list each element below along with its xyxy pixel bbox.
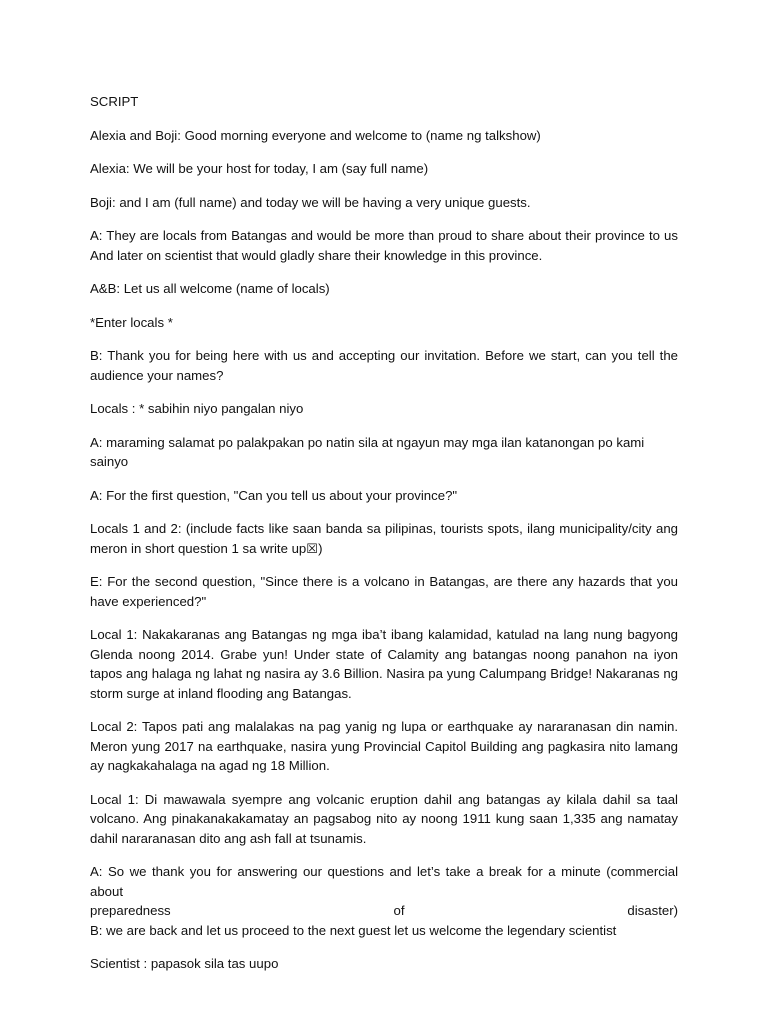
justified-continuation-line xyxy=(90,901,678,921)
script-line: *Enter locals * xyxy=(90,314,173,330)
script-line: Local 2: Tapos pati ang malalakas na pag yanig ng lupa or earthquake ay nararanasan din namin. Meron yung 2017 na earthquake, nasira yung Provincial Capitol Building ang pagkasira nito lamang ay nagkakahalaga na agad ng 18 Million. xyxy=(90,719,678,773)
script-line: Scientist : papasok sila tas uupo xyxy=(90,956,279,971)
script-line: Local 1: Nakakaranas ang Batangas ng mga iba’t ibang kalamidad, katulad na lang nung bagyong Glenda noong 2014. Grabe yun! Under state of Calamity ang batangas noong panahon na iyon tapos ang halaga ng lahat ng nasira ay 3.6 Billion. Nasira pa yung Calumpang Bridge! Nakaranas ng storm surge at inland flooding ang Batangas. xyxy=(90,627,678,701)
document-title: SCRIPT xyxy=(90,94,139,109)
continuation-word: preparedness xyxy=(90,903,171,918)
script-line: A&B: Let us all welcome (name of locals) xyxy=(90,281,330,296)
script-line: Boji: and I am (full name) and today we will be having a very unique guests. xyxy=(90,194,531,210)
script-line: B: Thank you for being here with us and accepting our invitation. Before we start, can you tell the audience your names? xyxy=(90,348,678,383)
script-line: A: So we thank you for answering our questions and let’s take a break for a minute (commercial about xyxy=(90,864,678,899)
script-line: Locals 1 and 2: (include facts like saan banda sa pilipinas, tourists spots, ilang municipality/city ang meron in short question 1 sa write up☒) xyxy=(90,521,678,556)
script-line: A: maraming salamat po palakpakan po natin sila at ngayun may mga ilan katanongan po kami sainyo xyxy=(90,434,645,469)
script-line: Locals : * sabihin niyo pangalan niyo xyxy=(90,401,304,416)
continuation-word: of xyxy=(393,903,405,918)
script-line: E: For the second question, "Since there is a volcano in Batangas, are there any hazards that you have experienced?" xyxy=(90,574,678,609)
continuation-word: disaster) xyxy=(627,903,678,918)
script-line: A: They are locals from Batangas and would be more than proud to share about their province to us And later on scientist that would gladly share their knowledge in this province. xyxy=(90,228,678,263)
script-body xyxy=(90,92,678,988)
script-line: Alexia: We will be your host for today, I am (say full name) xyxy=(90,161,429,176)
script-line: A: For the first question, "Can you tell us about your province?" xyxy=(90,487,458,503)
script-line: Local 1: Di mawawala syempre ang volcanic eruption dahil ang batangas ay kilala dahil sa taal volcano. Ang pinakanakakamatay an pagsabog nito ay noong 1911 kung saan 1,335 ang namatay dahil nararanasan dito ang ash fall at tsunamis. xyxy=(90,791,678,846)
script-line: Alexia and Boji: Good morning everyone and welcome to (name ng talkshow) xyxy=(90,127,541,143)
script-line: B: we are back and let us proceed to the next guest let us welcome the legendary scientist xyxy=(90,922,617,938)
